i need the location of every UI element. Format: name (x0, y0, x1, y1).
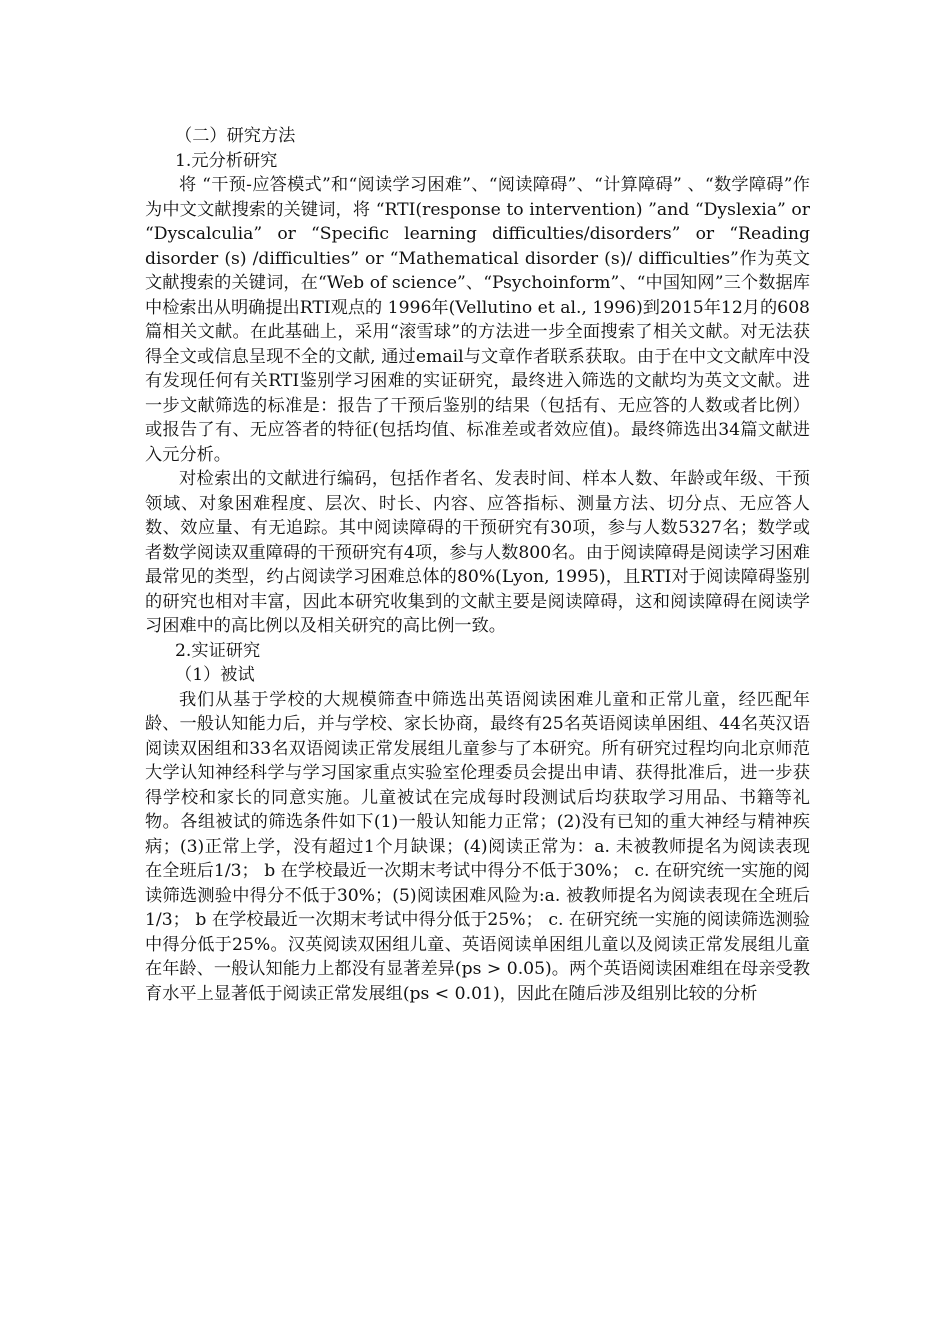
paragraph-participants: 我们从基于学校的大规模筛查中筛选出英语阅读困难儿童和正常儿童，经匹配年龄、一般认知能力后，并与学校、家长协商，最终有25名英语阅读单困组、44名英汉语阅读双困组和33名双语阅读正常发展组儿童参与了本研究。所有研究过程均向北京师范大学认知神经科学与学习国家重点实验室伦理委员会提出申请、获得批准后，进一步获得学校和家长的同意实施。儿童被试在完成每时段测试后均获取学习用品、书籍等礼物。各组被试的筛选条件如下(1)一般认知能力正常；(2)没有已知的重大神经与精神疾病；(3)正常上学，没有超过1个月缺课；(4)阅读正常为：a. 未被教师提名为阅读表现在全班后1/3； b 在学校最近一次期末考试中得分不低于30%； c. 在研究统一实施的阅读筛选测验中得分不低于30%；(5)阅读困难风险为:a. 被教师提名为阅读表现在全班后1/3； b 在学校最近一次期末考试中得分低于25%； c. 在研究统一实施的阅读筛选测验中得分低于25%。汉英阅读双困组儿童、英语阅读单困组儿童以及阅读正常发展组儿童在年龄、一般认知能力上都没有显著差异(ps > 0.05)。两个英语阅读困难组在母亲受教育水平上显著低于阅读正常发展组(ps < 0.01)，因此在随后涉及组别比较的分析 (145, 689, 810, 1004)
subheading-meta-analysis: 1.元分析研究 (175, 150, 278, 171)
paragraph-coding: 对检索出的文献进行编码，包括作者名、发表时间、样本人数、年龄或年级、干预领域、对象困难程度、层次、时长、内容、应答指标、测量方法、切分点、无应答人数、效应量、有无追踪。其中阅读障碍的干预研究有30项，参与人数5327名；数学或者数学阅读双重障碍的干预研究有4项，参与人数800名。由于阅读障碍是阅读学习困难最常见的类型，约占阅读学习困难总体的80%(Lyon, 1995)，且RTI对于阅读障碍鉴别的研究也相对丰富，因此本研究收集到的文献主要是阅读障碍，这和阅读障碍在阅读学习困难中的高比例以及相关研究的高比例一致。 (145, 469, 810, 636)
section-heading: （二）研究方法 (175, 126, 296, 146)
subheading-participants: （1）被试 (175, 665, 255, 685)
paragraph-search-method: 将 “干预-应答模式”和“阅读学习困难”、“阅读障碍”、“计算障碍” 、“数学障碍”作为中文文献搜索的关键词，将 “RTI(response to intervention) ”and “Dyslexia” or “Dyscalculia” or “Specific learning difficulties/disorders” or “Reading disorder (s) /difficulties” or “Mathematical disorder (s)/ difficulties”作为英文文献搜索的关键词，在“Web of science”、“Psychoinform”、“中国知网”三个数据库中检索出从明确提出RTI观点的 1996年(Vellutino et al., 1996)到2015年12月的608篇相关文献。在此基础上，采用“滚雪球”的方法进一步全面搜索了相关文献。对无法获得全文或信息呈现不全的文献, 通过email与文章作者联系获取。由于在中文文献库中没有发现任何有关RTI鉴别学习困难的实证研究，最终进入筛选的文献均为英文文献。进一步文献筛选的标准是：报告了干预后鉴别的结果（包括有、无应答的人数或者比例）或报告了有、无应答者的特征(包括均值、标准差或者效应值)。最终筛选出34篇文献进入元分析。 (145, 175, 810, 465)
subheading-empirical-study: 2.实证研究 (175, 640, 261, 661)
document-page (145, 124, 810, 1006)
